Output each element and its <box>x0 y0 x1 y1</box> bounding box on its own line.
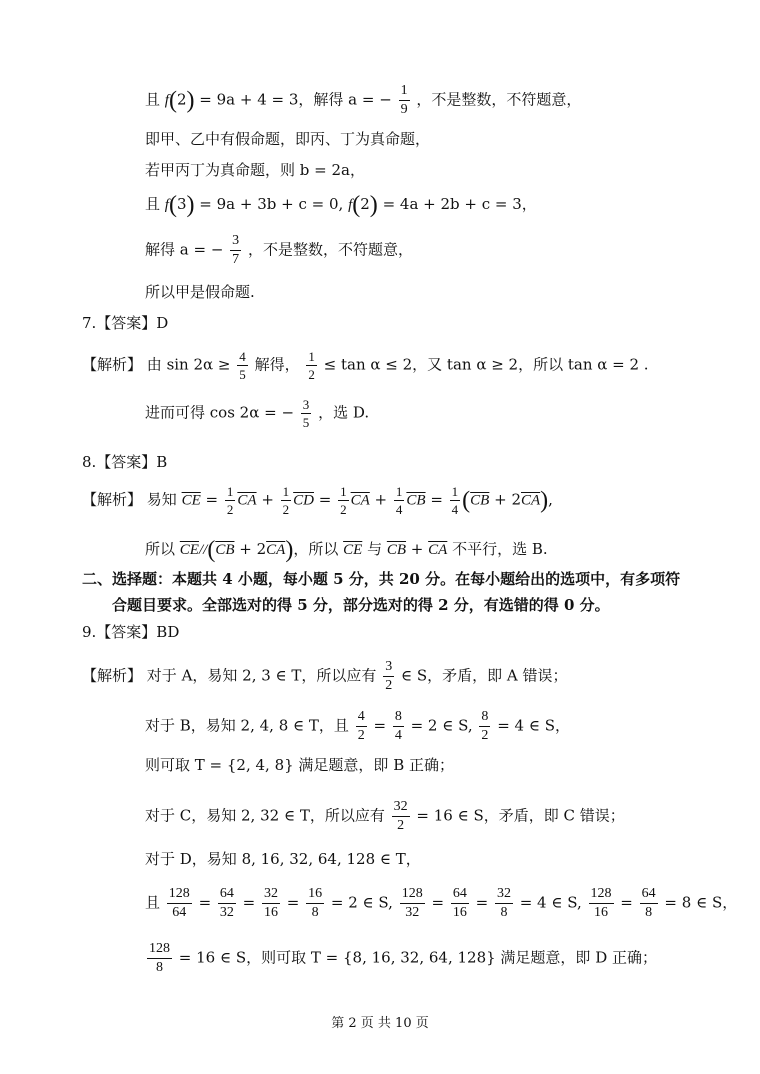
fraction: $\frac{128}{64}$ <box>168 886 190 920</box>
text: ，选 D. <box>318 403 370 422</box>
fraction: $\frac{3}{7}$ <box>232 233 240 267</box>
q9-option-d: 对于 D，易知 8, 16, 32, 64, 128 ∈ T， <box>145 850 421 868</box>
section-2-heading-2: 合题目要求。全部选对的得 5 分，部分选对的得 2 分，有选错的得 0 分。 <box>112 596 610 614</box>
fraction: $\frac{1}{4}$ <box>451 484 459 517</box>
q9-option-c <box>145 800 625 833</box>
q8-answer: 8.【答案】B <box>82 453 168 471</box>
q8-explanation-2: 所以 $\overline{CE}//(\overline{CB} + 2\overline{CA})$，所以 $\overline{CE}$ 与 $\overline{CB} + \overline{CA}$ 不平行，选 B. <box>145 537 548 563</box>
q9-answer: 9.【答案】BD <box>82 623 180 641</box>
line-4: 且 f(3) = 9a + 3b + c = 0, f(2) = 4a + 2b + c = 3， <box>145 192 537 218</box>
fraction: $\frac{1}{9}$ <box>400 83 408 117</box>
text: ，不是整数，不符题意， <box>247 240 413 259</box>
fraction: $\frac{1}{2}$ <box>308 349 315 382</box>
line-3: 若甲丙丁为真命题，则 b = 2a， <box>145 161 365 179</box>
text: = 16 ∈ S，矛盾，即 C 错误； <box>416 806 625 825</box>
func-f: f <box>164 92 169 109</box>
fraction: $\frac{64}{32}$ <box>219 886 234 920</box>
fraction: $\frac{1}{4}$ <box>395 484 403 517</box>
text: = 4 ∈ S, <box>519 893 582 912</box>
fraction: $\frac{32}{2}$ <box>393 799 408 833</box>
text: ≤ tan α ≤ 2，又 tan α ≥ 2，所以 tan α = 2 . <box>323 355 649 374</box>
line-1: 且 f(2) = 9a + 4 = 3，解得 a = − $\frac{1}{9}$ ，不是整数，不符题意， <box>145 83 582 117</box>
text: ∈ S，矛盾，即 A 错误； <box>401 666 568 685</box>
text: 解得 a = − <box>145 240 224 259</box>
fraction: $\frac{3}{5}$ <box>302 397 310 430</box>
fraction: $\frac{128}{32}$ <box>401 886 423 920</box>
text: 对于 A，易知 2, 3 ∈ T，所以应有 <box>146 666 377 685</box>
text: 所以 <box>145 540 176 558</box>
fraction: $\frac{1}{2}$ <box>226 484 234 517</box>
label: 【解析】 <box>82 490 143 509</box>
q7-answer: 7.【答案】D <box>82 314 169 332</box>
text: = 16 ∈ S，则可取 T = {8, 16, 32, 64, 128} 满足题意，即 D 正确； <box>178 948 657 967</box>
text: 不平行，选 B. <box>452 540 548 558</box>
line-2: 即甲、乙中有假命题，即丙、丁为真命题， <box>145 130 431 148</box>
fraction: $\frac{8}{2}$ <box>481 709 489 743</box>
func-f: f <box>164 197 169 213</box>
text: = 4a + 2b + c = 3， <box>382 195 537 213</box>
fraction: $\frac{64}{8}$ <box>641 886 656 920</box>
line-5 <box>145 234 413 267</box>
line-6: 所以甲是假命题. <box>145 283 255 301</box>
paren: ) <box>186 87 195 114</box>
text: = 9a + 3b + c = 0, <box>199 195 344 213</box>
q9-option-b-2: 则可取 T = {2, 4, 8} 满足题意，即 B 正确； <box>145 756 454 774</box>
paren: ( <box>352 192 361 218</box>
q9-option-a <box>82 660 568 693</box>
text: 且 <box>145 893 161 912</box>
paren: ( <box>168 192 177 218</box>
text: 且 <box>145 195 161 213</box>
paren: ) <box>369 192 378 218</box>
section-2-heading-1: 二、选择题：本题共 4 小题，每小题 5 分，共 20 分。在每小题给出的选项中，有多项符 <box>82 570 681 588</box>
text: ，不是整数，不符题意， <box>416 90 582 109</box>
fraction: $\frac{16}{8}$ <box>308 886 323 920</box>
text: 易知 <box>146 490 177 509</box>
fraction: $\frac{4}{2}$ <box>357 709 365 743</box>
q7-explanation-1 <box>82 350 649 381</box>
fraction: $\frac{64}{16}$ <box>452 886 467 920</box>
text: = 9a + 4 = 3，解得 a = − <box>199 90 392 109</box>
page-footer: 第 2 页 共 10 页 <box>331 1016 429 1031</box>
text: ，所以 <box>293 540 339 558</box>
fraction: $\frac{32}{8}$ <box>496 886 511 920</box>
fraction: $\frac{4}{5}$ <box>239 349 246 382</box>
text: = 4 ∈ S， <box>497 716 570 735</box>
fraction: $\frac{1}{2}$ <box>340 484 347 517</box>
fraction: $\frac{8}{4}$ <box>394 709 402 743</box>
q9-option-d-3 <box>145 942 657 975</box>
text: 对于 C，易知 2, 32 ∈ T，所以应有 <box>145 806 385 825</box>
text: = 8 ∈ S， <box>664 893 738 912</box>
fraction: $\frac{128}{8}$ <box>149 941 170 975</box>
text: 由 sin 2α ≥ <box>146 355 231 374</box>
paren: ) <box>186 192 195 218</box>
q7-explanation-2 <box>145 398 369 429</box>
q9-option-b: 对于 B，易知 2, 4, 8 ∈ T，且 $\frac{4}{2}$ = $\frac{8}{4}$ = 2 ∈ S, $\frac{8}{2}$ = 4 ∈ S， <box>145 709 570 743</box>
fraction: $\frac{3}{2}$ <box>385 659 393 693</box>
q8-explanation-1: 【解析】 易知 $\overline{CE}$ = $\frac{1}{2}$ $\overline{CA}$ + $\frac{1}{2}$ $\overline{CD}$ = $\frac{1}{2}$ $\overline{CA}$ + $\frac{1}{4}$ $\overline{CB}$ = $\frac{1}{4}$ $(\overline{CB} + 2\overline{CA})$, <box>82 484 553 517</box>
label: 【解析】 <box>82 355 143 374</box>
text: = 2 ∈ S, <box>330 893 393 912</box>
func-f: f <box>348 197 353 213</box>
label: 【解析】 <box>82 666 143 685</box>
q9-option-d-2: 且 $\frac{128}{64}$ = $\frac{64}{32}$ = $\frac{32}{16}$ = $\frac{16}{8}$ = 2 ∈ S, $\frac{128}{32}$ = $\frac{64}{16}$ = $\frac{32}{8}$ = 4 ∈ S, $\frac{128}{16}$ = $\frac{64}{8}$ = 8 ∈ S， <box>145 886 738 920</box>
fraction: $\frac{128}{16}$ <box>590 886 612 920</box>
fraction: $\frac{32}{16}$ <box>264 886 279 920</box>
fraction: $\frac{1}{2}$ <box>282 484 290 517</box>
text: = 2 ∈ S, <box>410 716 473 735</box>
text: 对于 B，易知 2, 4, 8 ∈ T，且 <box>145 716 349 735</box>
paren: ( <box>168 87 177 114</box>
text: 与 <box>367 540 383 558</box>
text: 解得， <box>254 355 300 374</box>
text: 且 <box>145 90 161 109</box>
text: 进而可得 cos 2α = − <box>145 403 295 422</box>
